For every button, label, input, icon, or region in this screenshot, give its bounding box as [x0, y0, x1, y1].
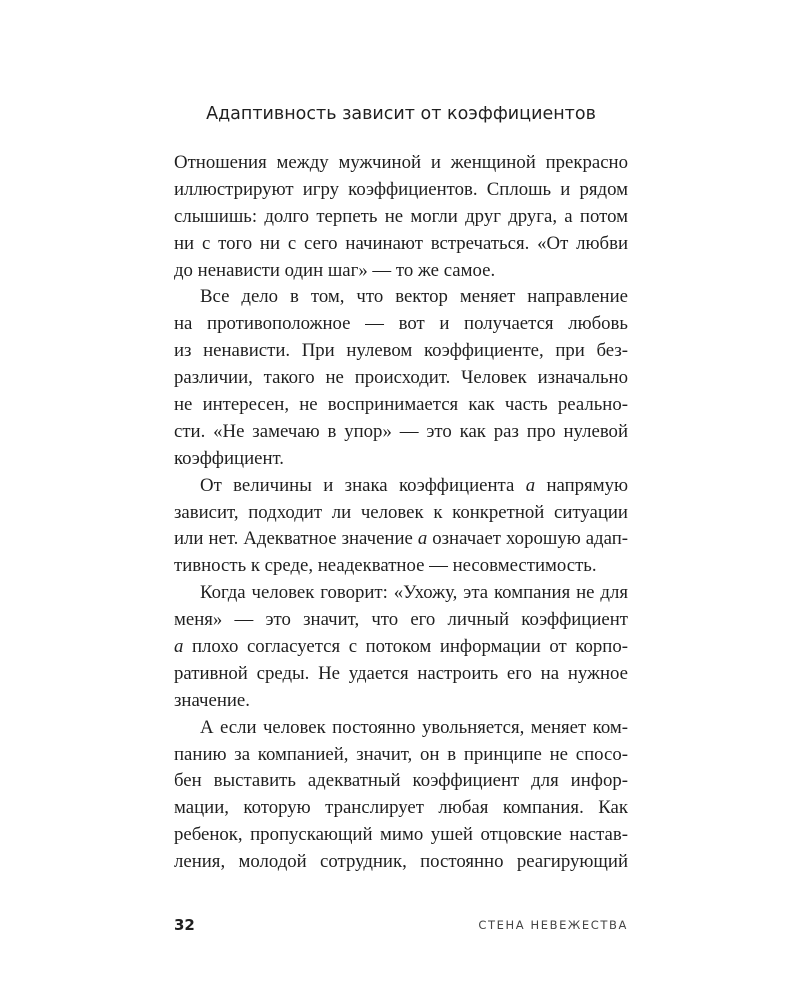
text-line: зависит, подходит ли человек к конкретной ситуации: [174, 501, 628, 523]
text-line: иллюстрируют игру коэффициентов. Сплошь и рядом: [174, 178, 628, 200]
running-title: СТЕНА НЕВЕЖЕСТВА: [478, 918, 628, 932]
text-line: слышишь: долго терпеть не могли друг друга, а потом: [174, 205, 628, 227]
text-line: значение.: [174, 689, 250, 711]
text-fragment: означает хорошую адап-: [432, 528, 629, 550]
text-line: на противоположное — вот и получается любовь: [174, 313, 628, 335]
text-line: до ненависти один шаг» — то же самое.: [174, 259, 496, 281]
text-line: ления, молодой сотрудник, постоянно реагирующий: [174, 851, 628, 873]
italic-coefficient-a: а: [174, 636, 184, 658]
text-line: А если человек постоянно увольняется, меняет ком-: [200, 716, 628, 738]
text-line: ни с того ни с сего начинают встречаться. «От любви: [174, 232, 628, 254]
text-line: тивность к среде, неадекватное — несовместимость.: [174, 555, 597, 577]
text-fragment: От величины и знака коэффициента: [200, 474, 515, 496]
page-number: 32: [174, 916, 195, 934]
text-line: сти. «Не замечаю в упор» — это как раз про нулевой: [174, 420, 628, 442]
text-line: мации, которую транслирует любая компания. Как: [174, 797, 628, 819]
text-line: панию за компанией, значит, он в принципе не спосо-: [174, 743, 628, 765]
text-line: коэффициент.: [174, 447, 284, 469]
text-line: ративной среды. Не удается настроить его на нужное: [174, 662, 628, 684]
italic-coefficient-a: а: [525, 474, 536, 496]
text-line: Все дело в том, что вектор меняет направление: [200, 286, 628, 308]
text-fragment: напрямую: [546, 474, 628, 496]
body-text: [174, 150, 628, 876]
text-line: меня» — это значит, что его личный коэффициент: [174, 609, 628, 631]
text-fragment: плохо согласуется с потоком информации от корпо-: [191, 636, 628, 658]
text-line: бен выставить адекватный коэффициент для инфор-: [174, 770, 628, 792]
text-line: ребенок, пропускающий мимо ушей отцовские настав-: [174, 824, 628, 846]
chapter-heading: Адаптивность зависит от коэффициентов: [206, 104, 596, 124]
text-line: различии, такого не происходит. Человек изначально: [174, 367, 628, 389]
text-line: [174, 634, 628, 661]
italic-coefficient-a: а: [417, 528, 428, 550]
text-line: [174, 526, 628, 553]
text-fragment: или нет. Адекватное значение: [174, 528, 413, 550]
text-line: из ненависти. При нулевом коэффициенте, при без-: [174, 340, 628, 362]
text-line: не интересен, не воспринимается как часть реально-: [174, 394, 628, 416]
text-line: [174, 473, 628, 500]
text-line: Отношения между мужчиной и женщиной прекрасно: [174, 152, 628, 173]
page-footer: [174, 916, 628, 936]
text-line: Когда человек говорит: «Ухожу, эта компания не для: [200, 582, 628, 604]
